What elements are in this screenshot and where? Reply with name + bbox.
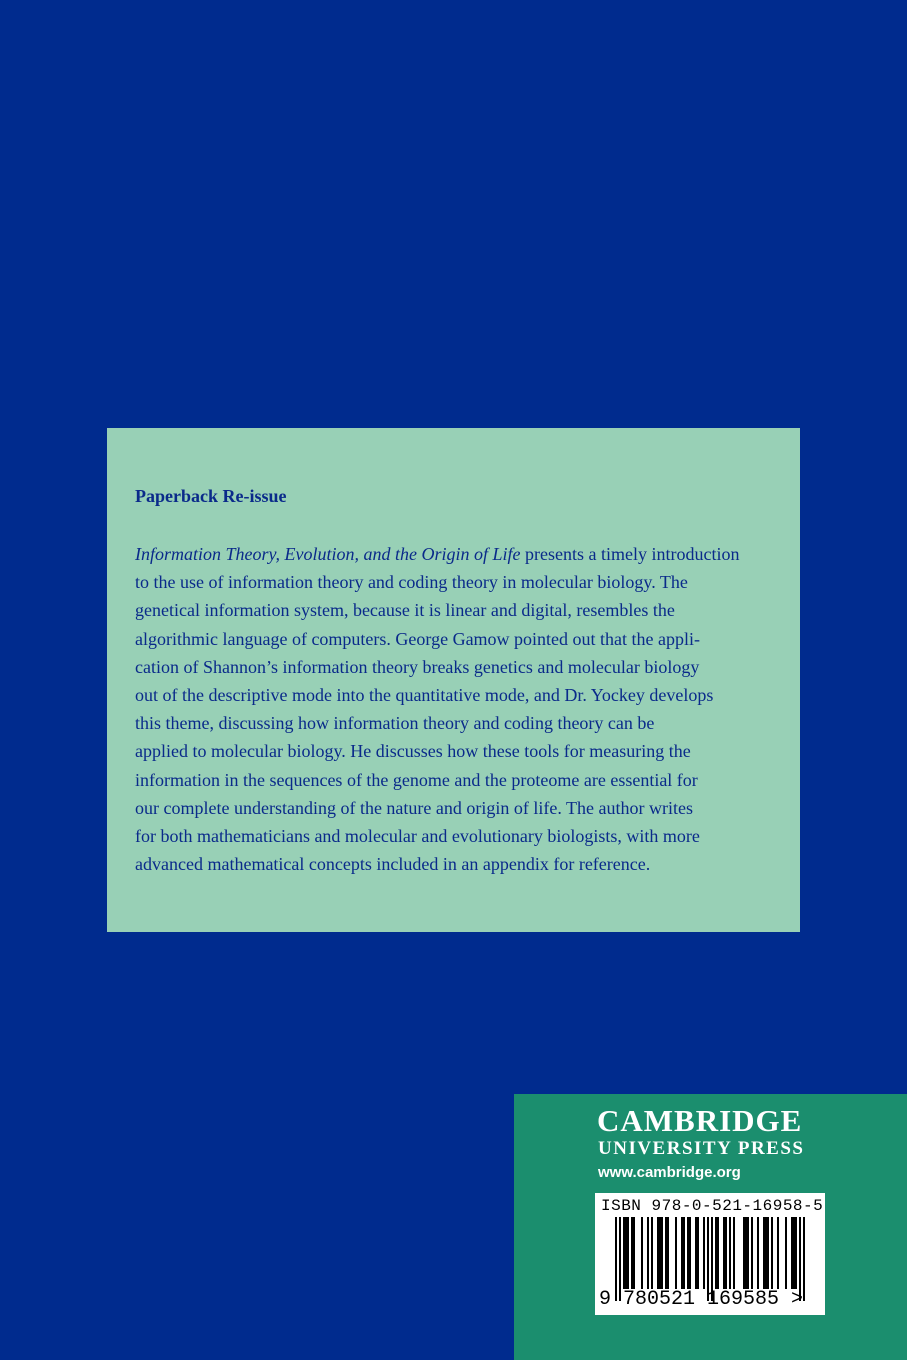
blurb-body bbox=[135, 540, 765, 878]
publisher-subtitle: UNIVERSITY PRESS bbox=[598, 1138, 805, 1159]
barcode-bar bbox=[689, 1217, 691, 1289]
barcode-bar bbox=[763, 1217, 765, 1289]
blurb-panel bbox=[107, 428, 800, 932]
barcode-bar bbox=[733, 1217, 735, 1289]
barcode-bar bbox=[791, 1217, 793, 1289]
barcode-bar bbox=[683, 1217, 685, 1289]
barcode-digits: 9 780521 169585 > bbox=[599, 1288, 804, 1311]
barcode-bar bbox=[651, 1217, 653, 1289]
blurb-line: cation of Shannon’s information theory breaks genetics and molecular biology bbox=[135, 656, 700, 677]
barcode-bar bbox=[767, 1217, 769, 1289]
blurb-line: for both mathematicians and molecular and evolutionary biologists, with more bbox=[135, 826, 700, 847]
blurb-line: our complete understanding of the nature and origin of life. The author writes bbox=[135, 797, 693, 818]
barcode-bar bbox=[647, 1217, 649, 1289]
book-title: Information Theory, Evolution, and the Origin of Life bbox=[135, 544, 521, 564]
blurb-line: advanced mathematical concepts included in an appendix for reference. bbox=[135, 854, 651, 875]
barcode-bar bbox=[703, 1217, 705, 1289]
barcode-bar bbox=[665, 1217, 667, 1289]
barcode-bar bbox=[697, 1217, 699, 1289]
blurb-line: information in the sequences of the genome and the proteome are essential for bbox=[135, 769, 698, 790]
barcode-bar bbox=[695, 1217, 697, 1289]
barcode-bar bbox=[765, 1217, 767, 1289]
publisher-name: CAMBRIDGE bbox=[597, 1103, 803, 1138]
barcode-bar bbox=[793, 1217, 795, 1289]
barcode-bar bbox=[675, 1217, 677, 1289]
barcode-bar bbox=[627, 1217, 629, 1289]
barcode-bar bbox=[657, 1217, 659, 1289]
barcode-bar bbox=[747, 1217, 749, 1289]
barcode-bar bbox=[717, 1217, 719, 1289]
barcode-bar bbox=[723, 1217, 725, 1289]
blurb-line bbox=[135, 540, 765, 568]
barcode-bar bbox=[725, 1217, 727, 1289]
publisher-url[interactable]: www.cambridge.org bbox=[598, 1164, 741, 1181]
barcode-bar bbox=[641, 1217, 643, 1289]
barcode bbox=[595, 1193, 825, 1315]
barcode-bar bbox=[785, 1217, 787, 1289]
blurb-heading: Paperback Re-issue bbox=[135, 486, 287, 506]
barcode-bar bbox=[687, 1217, 689, 1289]
barcode-bar bbox=[715, 1217, 717, 1289]
barcode-bar bbox=[803, 1217, 805, 1301]
barcode-bar bbox=[751, 1217, 753, 1289]
barcode-bar bbox=[623, 1217, 625, 1289]
barcode-bar bbox=[745, 1217, 747, 1289]
isbn-label: ISBN 978-0-521-16958-5 bbox=[601, 1197, 824, 1215]
barcode-bar bbox=[729, 1217, 731, 1289]
barcode-bar bbox=[633, 1217, 635, 1289]
barcode-bar bbox=[777, 1217, 779, 1289]
barcode-bar bbox=[625, 1217, 627, 1289]
barcode-bar bbox=[771, 1217, 773, 1289]
blurb-line: algorithmic language of computers. George Gamow pointed out that the appli- bbox=[135, 628, 701, 649]
blurb-line: this theme, discussing how information theory and coding theory can be bbox=[135, 713, 655, 734]
barcode-bar bbox=[795, 1217, 797, 1289]
blurb-line: genetical information system, because it is linear and digital, resembles the bbox=[135, 600, 675, 621]
blurb-line: applied to molecular biology. He discusses how these tools for measuring the bbox=[135, 741, 691, 762]
blurb-line: to the use of information theory and coding theory in molecular biology. The bbox=[135, 572, 688, 593]
barcode-bar bbox=[661, 1217, 663, 1289]
barcode-bar bbox=[681, 1217, 683, 1289]
barcode-bar bbox=[743, 1217, 745, 1289]
blurb-line: out of the descriptive mode into the quantitative mode, and Dr. Yockey develops bbox=[135, 685, 714, 706]
barcode-bar bbox=[659, 1217, 661, 1289]
barcode-bar bbox=[667, 1217, 669, 1289]
barcode-bar bbox=[757, 1217, 759, 1289]
blurb-line-text: presents a timely introduction bbox=[520, 544, 740, 564]
barcode-bar bbox=[631, 1217, 633, 1289]
